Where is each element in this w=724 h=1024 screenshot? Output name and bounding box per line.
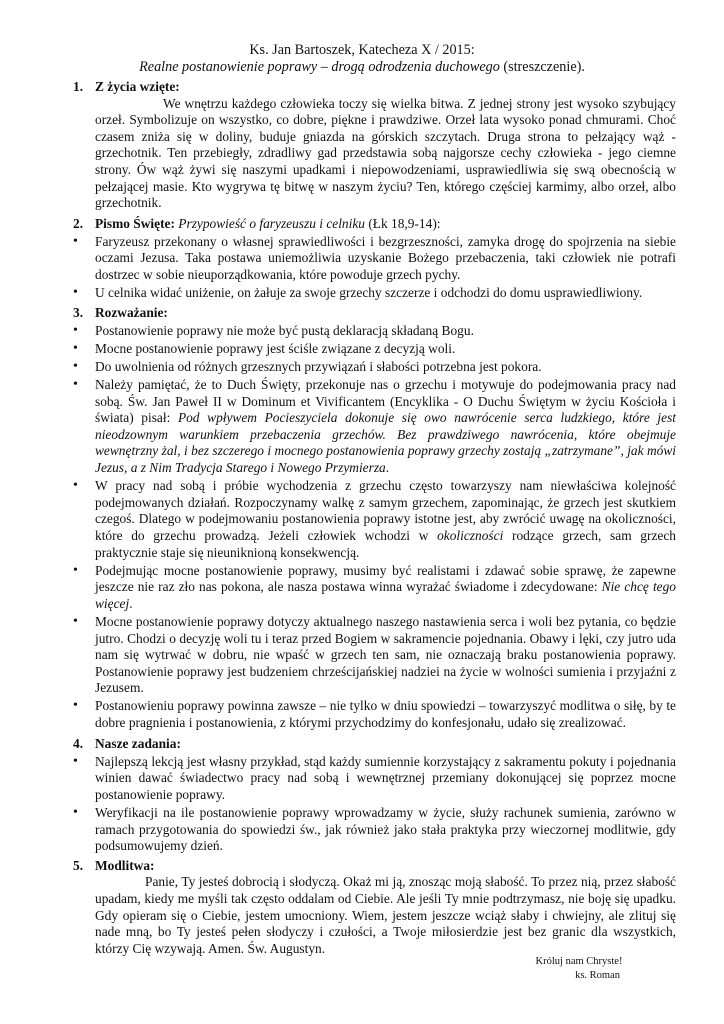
scripture-list [73,234,676,302]
list-item: • Do uwolnienia od różnych grzesznych przywiązań i słabości potrzebna jest pokora. [73,359,676,376]
list-item [73,563,676,613]
section-heading-2 [73,216,676,233]
story-paragraph: We wnętrzu każdego człowieka toczy się wielka bitwa. Z jednej strony jest wysoko szybujący orzeł. Symbolizuje on wszystko, co dobre, piękne i prawdziwe. Orzeł lata wysoko ponad chmurami. Choć czasem zniża się w doliny, buduje gniazda na górskich szczytach. Druga strona to pełzający wąż - grzechotnik. Ten przebiegły, zdradliwy gad przedstawia sobą najgorsze cechy człowieka - jego ciemne strony. Ów wąż żywi się naszymi upadkami i niepowodzeniami, usprawiedliwia się swą obecnością w pełzającej masie. Kto wygrywa tę bitwę w naszym życiu? Ten, którego częściej karmimy, albo orzeł, albo grzechotnik. [95,95,676,211]
list-item: • Weryfikacji na ile postanowienie poprawy wprowadzamy w życie, służy rachunek sumienia, zarówno w ramach przygotowania do spowiedzi św., jak również jako stała praktyka przy wieczornej modlitwie, gdy podsumowujemy dzień. [73,805,676,855]
prayer-paragraph: Panie, Ty jesteś dobrocią i słodyczą. Okaż mi ją, znosząc moją słabość. To przez nią, przez słabość upadam, kiedy me myśli tak często oddalam od Ciebie. Ale jeśli Ty mnie podtrzymasz, nie boję się upadku. Gdy opieram się o Ciebie, jestem umocniony. Wiem, jestem jeszcze wciąż słaby i chwiejny, ale zlituj się nade mną, bo Ty jesteś pełen słodyczy i czułości, a Twoje miłosierdzie jest bez granic dla wszystkich, którzy Cię wzywają. Amen. Św. Augustyn. [95,874,676,956]
emphasis: Nie chcę tego więcej [95,579,676,611]
closing-line: Króluj nam Chryste! [535,956,623,967]
section-heading-1 [73,79,676,96]
section-number: 3. [73,304,84,320]
emphasis: okoliczności [437,527,504,543]
section-heading-3 [73,305,676,322]
list-item: • Najlepszą lekcją jest własny przykład, stąd każdy sumiennie korzystający z sakramentu pokuty i pojednania winien dawać świadectwo pracy nad sobą i wewnętrznej przemiany dokonującej się poprzez mocne postanowienie poprawy. [73,754,676,804]
author-name: ks. Roman [575,970,620,981]
section-title [95,216,441,233]
section-title-bold: Pismo Święte: [95,215,175,231]
list-item-text: Podejmując mocne postanowienie poprawy, musimy być realistami i zdawać sobie sprawę, że zapewne jeszcze nie raz zło nas pokona, ale nasza postawa winna wyrażać świadome i zdecydowane: [95,562,676,595]
list-item: • Mocne postanowienie poprawy dotyczy aktualnego naszego nastawienia serca i woli bez pytania, co będzie jutro. Chodzi o decyzję woli tu i teraz przed Bogiem w sakramencie pojednania. Obawy i lęki, czy jutro uda nam się wytrwać w dobru, nie wpaść w grzech ten sam, nie oznaczają braku postanowienia poprawy. Postanowienie poprawy jest budzeniem chrześcijańskiej nadziei na życie w wolności sumienia i przyjaźni z Jezusem. [73,614,676,697]
section-title: Rozważanie: [95,304,168,320]
section-title: Nasze zadania: [95,735,181,751]
section-number: 1. [73,79,84,94]
document-subtitle [0,59,724,76]
subtitle-italic: Realne postanowienie poprawy – drogą odrodzenia duchowego [139,59,500,75]
document-title: Ks. Jan Bartoszek, Katecheza X / 2015: [249,42,475,58]
list-item: • Mocne postanowienie poprawy jest ściśle związane z decyzją woli. [73,341,676,358]
subtitle-plain: (streszczenie). [499,59,585,75]
section-title-italic: Przypowieść o faryzeuszu i celniku [174,215,365,231]
list-item-text: rodzące grzech, sam grzech praktycznie staje się nieuniknioną konsekwencją. [95,527,676,560]
document-body [73,77,676,957]
signature-block [524,955,634,983]
tasks-list [73,754,676,855]
list-item: • Postanowieniu poprawy powinna zawsze – nie tylko w dniu spowiedzi – towarzyszyć modlitwa o siłę, by te dobre pragnienia i postanowienia, z którymi przychodzimy do konfesjonału, udało się zrealizować. [73,698,676,731]
section-number: 5. [73,857,84,873]
section-title-ref: (Łk 18,9-14): [365,215,441,231]
section-title: Modlitwa: [95,857,155,873]
list-item: • Postanowienie poprawy nie może być pustą deklaracją składaną Bogu. [73,323,676,340]
reflection-list [73,323,676,732]
section-heading-4 [73,736,676,753]
list-item-text: W pracy nad sobą i próbie wychodzenia z grzechu często towarzyszy nam niewłaściwa kolejność podejmowanych działań. Rozpoczynamy walkę z samym grzechem, zapominając, że grzech jest skutkiem czegoś. Dlatego w podejmowaniu postanowienia poprawy istotne jest, aby zwrócić uwagę na okoliczności, które do grzechu prowadzą. Jeżeli człowiek wchodzi w [95,478,676,543]
section-title: Z życia wzięte: [95,79,180,94]
section-number: 4. [73,735,84,751]
list-item-text: Należy pamiętać, że to Duch Święty, przekonuje nas o grzechu i motywuje do podejmowania pracy nad sobą. Św. Jan Paweł II w Dominum et Vivificantem (Encyklika - O Duchu Świętym w życiu Kościoła i świata) pisał: [95,377,676,426]
list-item-end: . [385,460,390,476]
section-heading-5 [73,858,676,875]
section-number: 2. [73,215,84,231]
list-item: • Faryzeusz przekonany o własnej sprawiedliwości i bezgrzeszności, zamyka drogę do spojrzenia na siebie oczami Jezusa. Taka postawa uniemożliwia uzyskanie Bożego przebaczenia, taki człowiek nie potrafi dostrzec w sobie nieuporządkowania, które powoduje grzech pychy. [73,234,676,284]
list-item [73,377,676,477]
list-item: • U celnika widać uniżenie, on żałuje za swoje grzechy szczerze i odchodzi do domu usprawiedliwiony. [73,285,676,302]
list-item-end: . [129,595,133,611]
list-item [73,478,676,561]
encyclical-quote: Pod wpływem Pocieszyciela dokonuje się owo nawrócenie serca ludzkiego, które jest nieodzownym warunkiem przebaczenia grzechów. Bez prawdziwego nawrócenia, które obejmuje wewnętrzny żal, i bez szczerego i mocnego postanowienia poprawy grzechy zostają „zatrzymane”, jak mówi Jezus, a z Nim Tradycja Starego i Nowego Przymierza [95,410,677,476]
